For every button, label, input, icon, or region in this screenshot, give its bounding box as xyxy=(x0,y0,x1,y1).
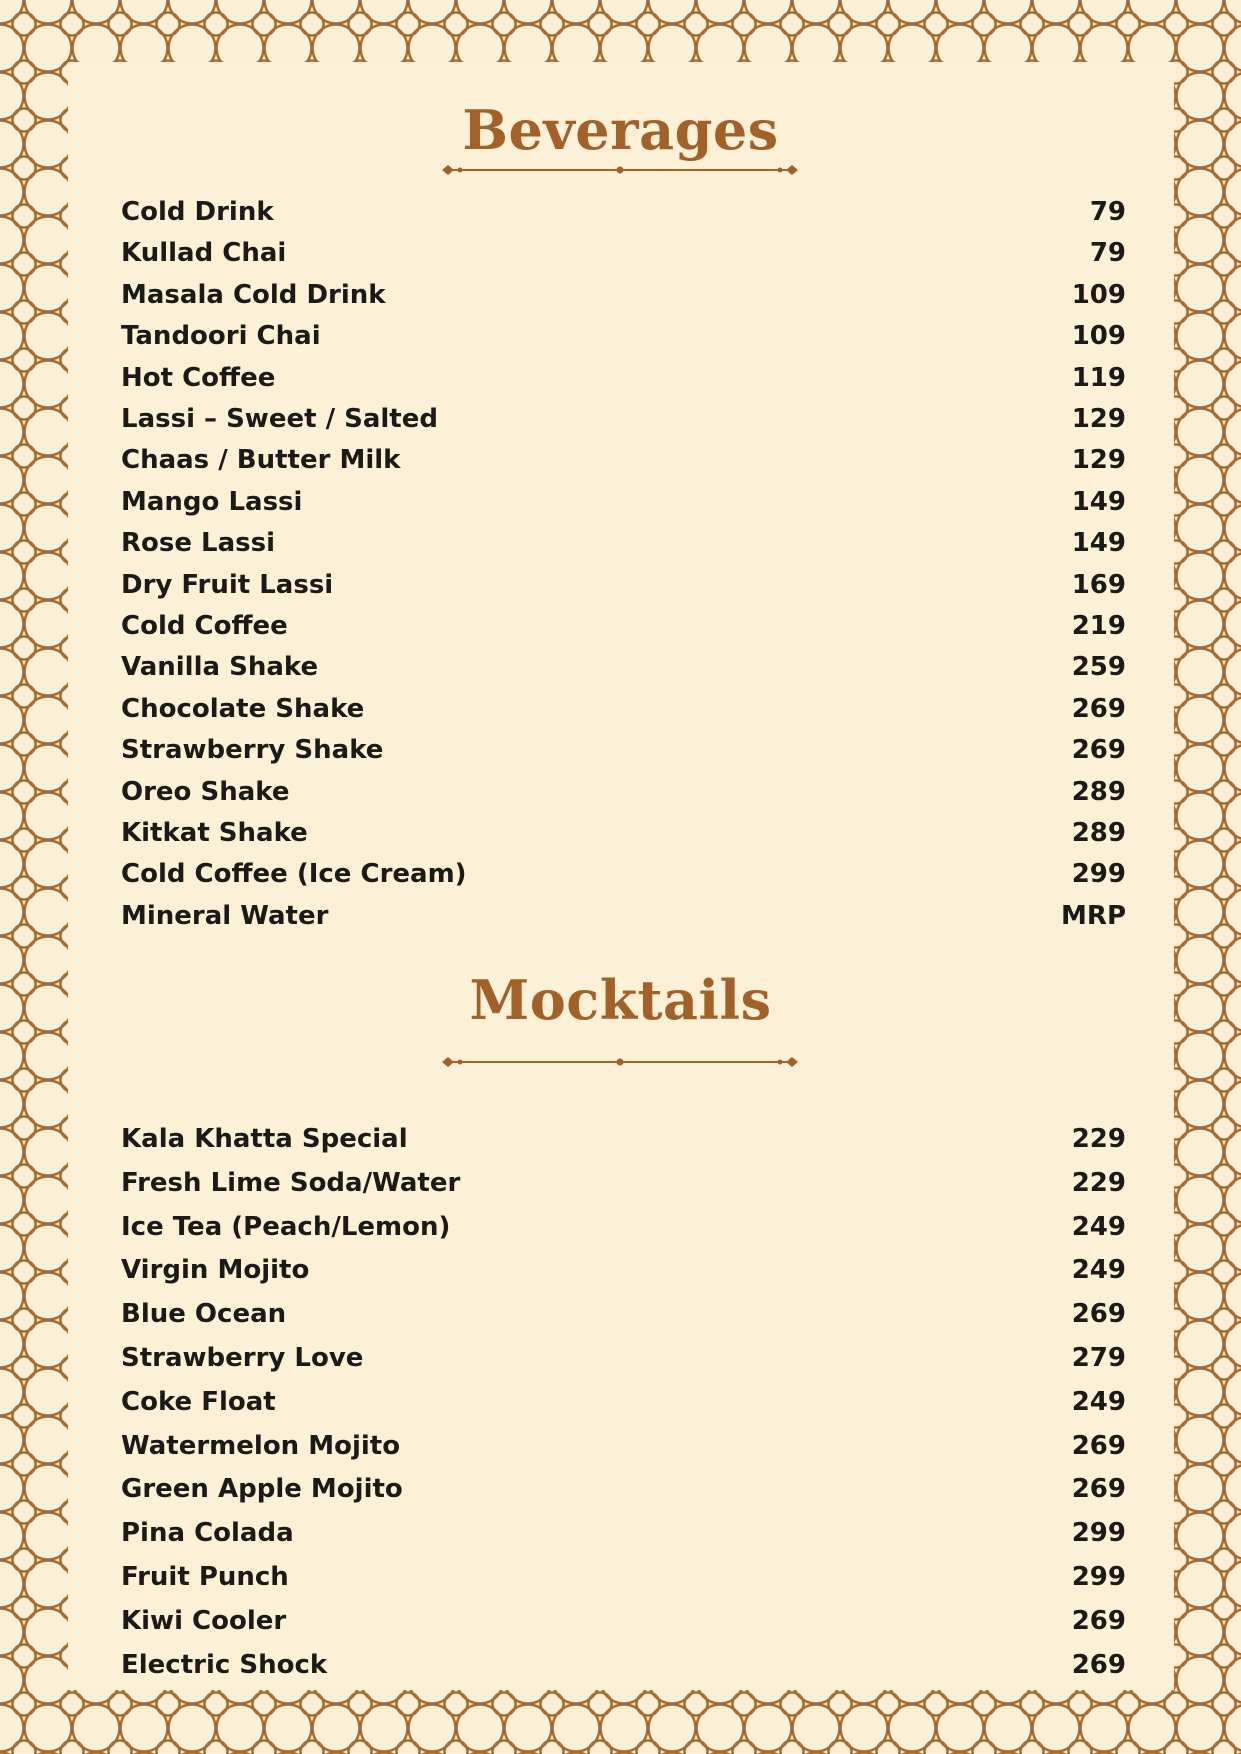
menu-item-price: 299 xyxy=(1071,859,1126,890)
menu-item-name: Fresh Lime Soda/Water xyxy=(121,1167,461,1198)
menu-item-price: 269 xyxy=(1071,735,1126,766)
menu-item-row xyxy=(121,318,1126,354)
menu-item-price: 249 xyxy=(1071,1211,1126,1242)
menu-item-row xyxy=(121,235,1126,271)
menu-item-row xyxy=(121,774,1126,810)
menu-item-row xyxy=(121,1252,1126,1288)
menu-item-row xyxy=(121,1647,1126,1683)
menu-item-price: 299 xyxy=(1071,1518,1126,1549)
menu-item-price: 269 xyxy=(1071,693,1126,724)
menu-item-row xyxy=(121,608,1126,644)
menu-item-row xyxy=(121,1121,1126,1157)
menu-item-price: 79 xyxy=(1089,238,1126,269)
menu-item-row xyxy=(121,360,1126,396)
menu-item-price: 129 xyxy=(1071,445,1126,476)
menu-item-row xyxy=(121,815,1126,851)
menu-item-price: 119 xyxy=(1071,362,1126,393)
menu-item-row xyxy=(121,898,1126,934)
menu-item-name: Coke Float xyxy=(121,1386,276,1417)
menu-item-name: Strawberry Shake xyxy=(121,735,384,766)
menu-item-price: 289 xyxy=(1071,818,1126,848)
menu-item-price: 269 xyxy=(1071,1474,1126,1505)
menu-item-row xyxy=(121,277,1126,313)
menu-item-price: MRP xyxy=(1061,900,1126,931)
menu-item-name: Chocolate Shake xyxy=(121,693,365,724)
menu-item-row xyxy=(121,1340,1126,1376)
menu-item-row xyxy=(121,649,1126,685)
menu-item-price: 219 xyxy=(1071,611,1126,641)
menu-item-name: Mango Lassi xyxy=(121,486,303,517)
menu-item-name: Cold Drink xyxy=(121,197,274,227)
menu-item-name: Pina Colada xyxy=(121,1518,294,1549)
menu-item-name: Virgin Mojito xyxy=(121,1255,310,1286)
menu-item-name: Kitkat Shake xyxy=(121,818,308,848)
menu-item-name: Chaas / Butter Milk xyxy=(121,445,401,476)
menu-item-name: Tandoori Chai xyxy=(121,321,321,352)
menu-item-name: Cold Coffee xyxy=(121,611,288,641)
menu-item-row xyxy=(121,1515,1126,1551)
menu-item-row xyxy=(121,1165,1126,1201)
menu-item-name: Lassi – Sweet / Salted xyxy=(121,404,438,434)
menu-item-price: 289 xyxy=(1071,776,1126,807)
menu-item-name: Oreo Shake xyxy=(121,776,290,807)
menu-item-name: Blue Ocean xyxy=(121,1299,287,1330)
menu-item-price: 169 xyxy=(1071,569,1126,600)
menu-item-price: 279 xyxy=(1071,1343,1126,1373)
menu-item-price: 249 xyxy=(1071,1255,1126,1286)
menu-item-row xyxy=(121,1471,1126,1507)
ornamental-divider xyxy=(440,1052,800,1072)
menu-item-name: Kiwi Cooler xyxy=(121,1605,287,1636)
menu-item-name: Masala Cold Drink xyxy=(121,279,386,310)
menu-item-name: Electric Shock xyxy=(121,1649,328,1680)
menu-item-price: 269 xyxy=(1071,1430,1126,1461)
menu-item-name: Cold Coffee (Ice Cream) xyxy=(121,859,467,890)
menu-item-name: Mineral Water xyxy=(121,900,329,931)
menu-item-name: Rose Lassi xyxy=(121,528,276,559)
menu-item-row xyxy=(121,1209,1126,1245)
menu-item-price: 249 xyxy=(1071,1386,1126,1417)
menu-item-row xyxy=(121,732,1126,768)
menu-item-name: Ice Tea (Peach/Lemon) xyxy=(121,1211,451,1242)
menu-item-row xyxy=(121,1559,1126,1595)
menu-item-price: 79 xyxy=(1089,197,1126,227)
menu-item-price: 229 xyxy=(1071,1124,1126,1154)
menu-item-price: 269 xyxy=(1071,1605,1126,1636)
menu-item-name: Fruit Punch xyxy=(121,1562,289,1592)
menu-item-row xyxy=(121,401,1126,437)
menu-item-row xyxy=(121,442,1126,478)
menu-item-price: 149 xyxy=(1071,486,1126,517)
menu-item-price: 299 xyxy=(1071,1562,1126,1592)
menu-item-name: Dry Fruit Lassi xyxy=(121,569,334,600)
menu-item-price: 269 xyxy=(1071,1299,1126,1330)
menu-item-row xyxy=(121,194,1126,230)
menu-item-name: Vanilla Shake xyxy=(121,652,319,683)
menu-item-row xyxy=(121,525,1126,561)
menu-item-price: 129 xyxy=(1071,404,1126,434)
menu-item-row xyxy=(121,484,1126,520)
section-title-beverages: Beverages xyxy=(462,98,779,162)
ornamental-divider xyxy=(440,160,800,180)
menu-item-row xyxy=(121,1384,1126,1420)
menu-item-row xyxy=(121,1428,1126,1464)
menu-item-name: Kullad Chai xyxy=(121,238,287,269)
menu-item-row xyxy=(121,1603,1126,1639)
menu-item-row xyxy=(121,691,1126,727)
menu-item-row xyxy=(121,856,1126,892)
section-title-mocktails: Mocktails xyxy=(469,968,772,1032)
menu-item-price: 259 xyxy=(1071,652,1126,683)
menu-item-price: 149 xyxy=(1071,528,1126,559)
menu-item-name: Strawberry Love xyxy=(121,1343,364,1373)
menu-item-name: Hot Coffee xyxy=(121,362,276,393)
menu-item-price: 109 xyxy=(1071,321,1126,352)
menu-item-row xyxy=(121,1296,1126,1332)
menu-item-price: 109 xyxy=(1071,279,1126,310)
menu-item-name: Green Apple Mojito xyxy=(121,1474,403,1505)
menu-item-price: 229 xyxy=(1071,1167,1126,1198)
menu-item-name: Watermelon Mojito xyxy=(121,1430,401,1461)
menu-item-price: 269 xyxy=(1071,1649,1126,1680)
menu-item-row xyxy=(121,567,1126,603)
menu-item-name: Kala Khatta Special xyxy=(121,1124,408,1154)
